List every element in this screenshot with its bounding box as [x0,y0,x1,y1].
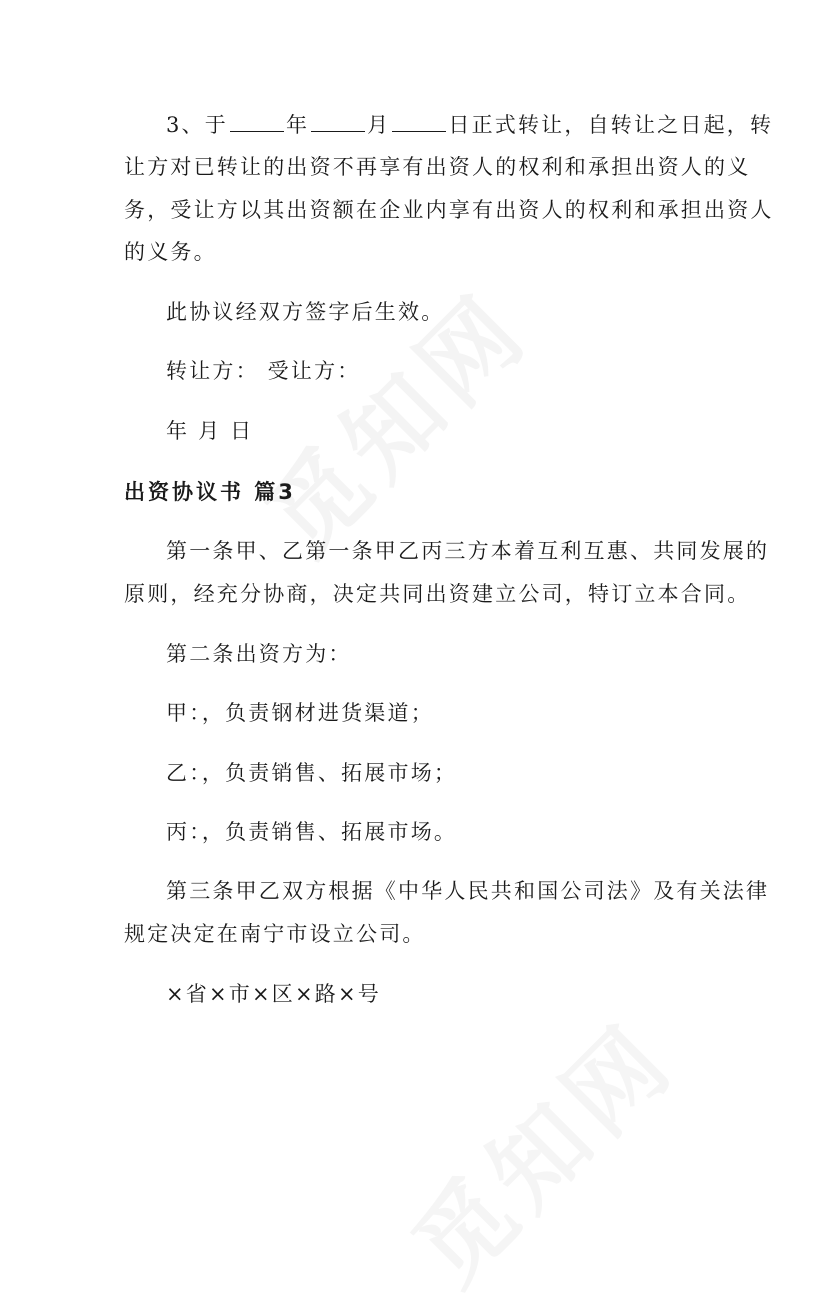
clause-3-line-1 [166,111,773,139]
article-3-line-1: 第三条甲乙双方根据《中华人民共和国公司法》及有关法律 [166,879,770,903]
clause-3-month: 月 [367,113,391,137]
clause-3-prefix: 3、于 [166,113,228,137]
month-blank [311,113,365,132]
article-1-line-1: 第一条甲、乙第一条甲乙丙三方本着互利互惠、共同发展的 [166,539,770,563]
clause-3-line-4: 的义务。 [124,240,217,264]
year-blank [230,113,284,132]
address-line: ×省×市×区×路×号 [166,982,381,1006]
article-2: 第二条出资方为： [166,642,352,666]
clause-3-day-suffix: 日正式转让，自转让之日起，转 [448,113,774,137]
party-b: 乙：，负责销售、拓展市场； [166,761,458,785]
signature-line: 转让方： 受让方： [166,359,361,383]
effective-statement: 此协议经双方签字后生效。 [166,300,445,324]
day-blank [392,113,446,132]
date-line: 年 月 日 [166,419,254,443]
clause-3-line-3: 务，受让方以其出资额在企业内享有出资人的权利和承担出资人 [124,198,774,222]
party-c: 丙：，负责销售、拓展市场。 [166,820,458,844]
clause-3-line-2: 让方对已转让的出资不再享有出资人的权利和承担出资人的义 [124,155,751,179]
section-heading: 出资协议书 篇3 [124,480,296,504]
watermark-bottom [378,988,700,1309]
article-1-line-2: 原则，经充分协商，决定共同出资建立公司，特订立本合同。 [124,582,751,606]
party-a: 甲：，负责钢材进货渠道； [166,701,434,725]
article-3-line-2: 规定决定在南宁市设立公司。 [124,922,426,946]
clause-3-year: 年 [285,113,310,137]
